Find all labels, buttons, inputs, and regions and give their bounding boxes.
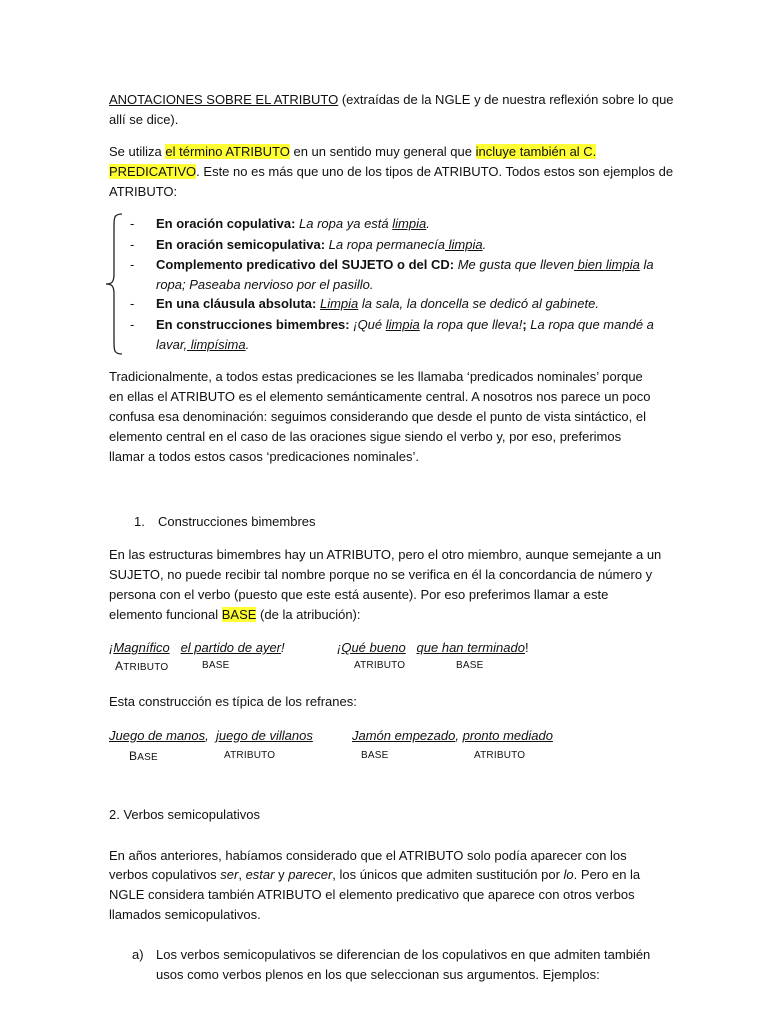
refran-atributo: juego de villanos (215, 728, 313, 743)
label-atributo: ATRIBUTO (224, 750, 276, 761)
intro-line-3 (109, 182, 177, 202)
bullet-example: ropa; Paseaba nervioso por el pasillo. (156, 277, 374, 292)
para-text: elemento funcional (109, 607, 222, 622)
bullet-dash: - (130, 237, 135, 252)
section-1-para-line: En las estructuras bimembres hay un ATRIBUTO, pero el otro miembro, aunque semejante a un (109, 547, 662, 562)
bullet-item-1 (156, 214, 430, 234)
bullet-example: la sala, la doncella se dedicó al gabinete. (358, 296, 599, 311)
bullet-dash: - (130, 317, 135, 332)
intro-text: en un sentido muy general que (289, 144, 476, 159)
bullet-example: . (245, 337, 250, 352)
highlight-termino-atributo: el término ATRIBUTO (165, 144, 290, 159)
label-atributo: ATRIBUTO (115, 659, 169, 673)
label-base: BASE (202, 660, 230, 671)
heading-line-2 (109, 110, 178, 130)
example-base: el partido de ayer (180, 640, 282, 655)
heading-rest: (extraídas de la NGLE y de nuestra reflexión sobre lo que (338, 92, 674, 107)
refran-text: , (205, 728, 209, 743)
section-2-para-line: llamados semicopulativos. (109, 907, 261, 922)
para-trad-line: confusa esa denominación: seguimos considerando que desde el punto de vista sintáctico, el (109, 409, 646, 424)
list-item-a-line: usos como verbos plenos en los que seleccionan sus argumentos. Ejemplos: (156, 967, 600, 982)
bullet-example: La ropa ya está (299, 216, 393, 231)
example-atributo: Qué bueno (341, 640, 406, 655)
highlight-incluye: incluye también al C. (475, 144, 597, 159)
refran-atributo: pronto mediado (462, 728, 553, 743)
intro-text: . Este no es más que uno de los tipos de ATRIBUTO. Todos estos son ejemplos de (196, 164, 674, 179)
bullet-item-5-cont (156, 335, 249, 355)
example-text: ! (524, 640, 529, 655)
refran-text: , (455, 728, 459, 743)
example-atributo: Magnífico (113, 640, 170, 655)
intro-text: Se utiliza (109, 144, 166, 159)
label-atributo: ATRIBUTO (354, 660, 406, 671)
section-1-number: 1. (134, 514, 145, 529)
heading-title: ANOTACIONES SOBRE EL ATRIBUTO (109, 92, 339, 107)
section-2-para-line: verbos copulativos ser, estar y parecer, los únicos que admiten sustitución por lo. Pero en la (109, 867, 641, 882)
intro-line-2 (109, 162, 673, 182)
bullet-example-underlined: bien limpia (574, 257, 640, 272)
label-base: BASE (456, 660, 484, 671)
bullet-example-underlined: limpia (385, 317, 420, 332)
heading-rest-2: allí se dice). (109, 112, 179, 127)
refranes-intro: Esta construcción es típica de los refranes: (109, 694, 357, 709)
example-base: que han terminado (416, 640, 525, 655)
bullet-example: . (482, 237, 487, 252)
heading-line-1 (109, 90, 674, 110)
section-1-title: Construcciones bimembres (158, 514, 316, 529)
section-1-para-line: persona con el verbo (puesto que este está ausente). Por eso preferimos llamar a este (109, 587, 609, 602)
bullet-label: En construcciones bimembres: (156, 317, 354, 332)
label-base: BASE (129, 749, 158, 763)
para-trad-line: Tradicionalmente, a todos estas predicaciones se les llamaba ‘predicados nominales’ porque (109, 369, 643, 384)
bullet-dash: - (130, 296, 135, 311)
refran-1 (109, 726, 313, 746)
list-item-label-a: a) (132, 947, 144, 962)
bullet-item-3-cont (156, 275, 374, 295)
para-trad-line: llamar a todos estos casos ‘predicaciones nominales’. (109, 449, 419, 464)
refran-base: Juego de manos (109, 728, 206, 743)
label-atributo: ATRIBUTO (474, 750, 526, 761)
intro-line-1 (109, 142, 596, 162)
curly-brace-icon (104, 212, 126, 356)
example-que-bueno (337, 638, 529, 658)
bullet-label: Complemento predicativo del SUJETO o del CD: (156, 257, 458, 272)
bullet-label: En una cláusula absoluta: (156, 296, 320, 311)
bullet-example: lavar, (156, 337, 188, 352)
section-2-para-line: NGLE considera también ATRIBUTO el elemento predicativo que aparece con otros verbos (109, 887, 635, 902)
bullet-item-2 (156, 235, 486, 255)
example-text: ¡ (109, 640, 114, 655)
bullet-dash: - (130, 216, 135, 231)
bullet-example: . (426, 216, 430, 231)
highlight-predicativo: PREDICATIVO (109, 164, 197, 179)
para-trad-line: elemento central en el caso de las oraciones sigue siendo el verbo y, por eso, preferimos (109, 429, 622, 444)
bullet-example: la ropa que lleva! (419, 317, 523, 332)
bullet-example: Me gusta que lleven (457, 257, 575, 272)
example-text: ¡ (337, 640, 342, 655)
para-trad-line: en ellas el ATRIBUTO es el elemento semánticamente central. A nosotros nos parece un poco (109, 389, 651, 404)
refran-2 (352, 726, 553, 746)
section-1-para-line: SUJETO, no puede recibir tal nombre porque no se verifica en él la concordancia de número y (109, 567, 653, 582)
bullet-dash: - (130, 257, 135, 272)
section-2-title: 2. Verbos semicopulativos (109, 807, 261, 822)
bullet-example-underlined: limpia (392, 216, 427, 231)
bullet-item-5 (156, 315, 654, 335)
section-2-para-line: En años anteriores, habíamos considerado que el ATRIBUTO solo podía aparecer con los (109, 848, 627, 863)
bullet-example: La ropa que mandé a (526, 317, 654, 332)
label-base: BASE (361, 750, 389, 761)
bullet-example: La ropa permanecía (328, 237, 446, 252)
bullet-example: ¡Qué (353, 317, 386, 332)
bullet-example-underlined: Limpia (319, 296, 359, 311)
para-text: (de la atribución): (256, 607, 361, 622)
section-1-para-line (109, 605, 361, 625)
bullet-example-underlined: limpia (445, 237, 483, 252)
list-item-a-line: Los verbos semicopulativos se diferencian de los copulativos en que admiten también (156, 947, 651, 962)
bullet-item-4 (156, 294, 599, 314)
bullet-semicolon: ; (522, 317, 527, 332)
bullet-item-3 (156, 255, 654, 275)
refran-base: Jamón empezado (352, 728, 456, 743)
intro-text: ATRIBUTO: (109, 184, 178, 199)
example-magnifico (109, 638, 285, 658)
bullet-label: En oración semicopulativa: (156, 237, 329, 252)
bullet-example: la (639, 257, 654, 272)
example-text: ! (281, 640, 285, 655)
highlight-base: BASE (221, 607, 257, 622)
bullet-label: En oración copulativa: (156, 216, 300, 231)
bullet-example-underlined: limpísima (187, 337, 246, 352)
